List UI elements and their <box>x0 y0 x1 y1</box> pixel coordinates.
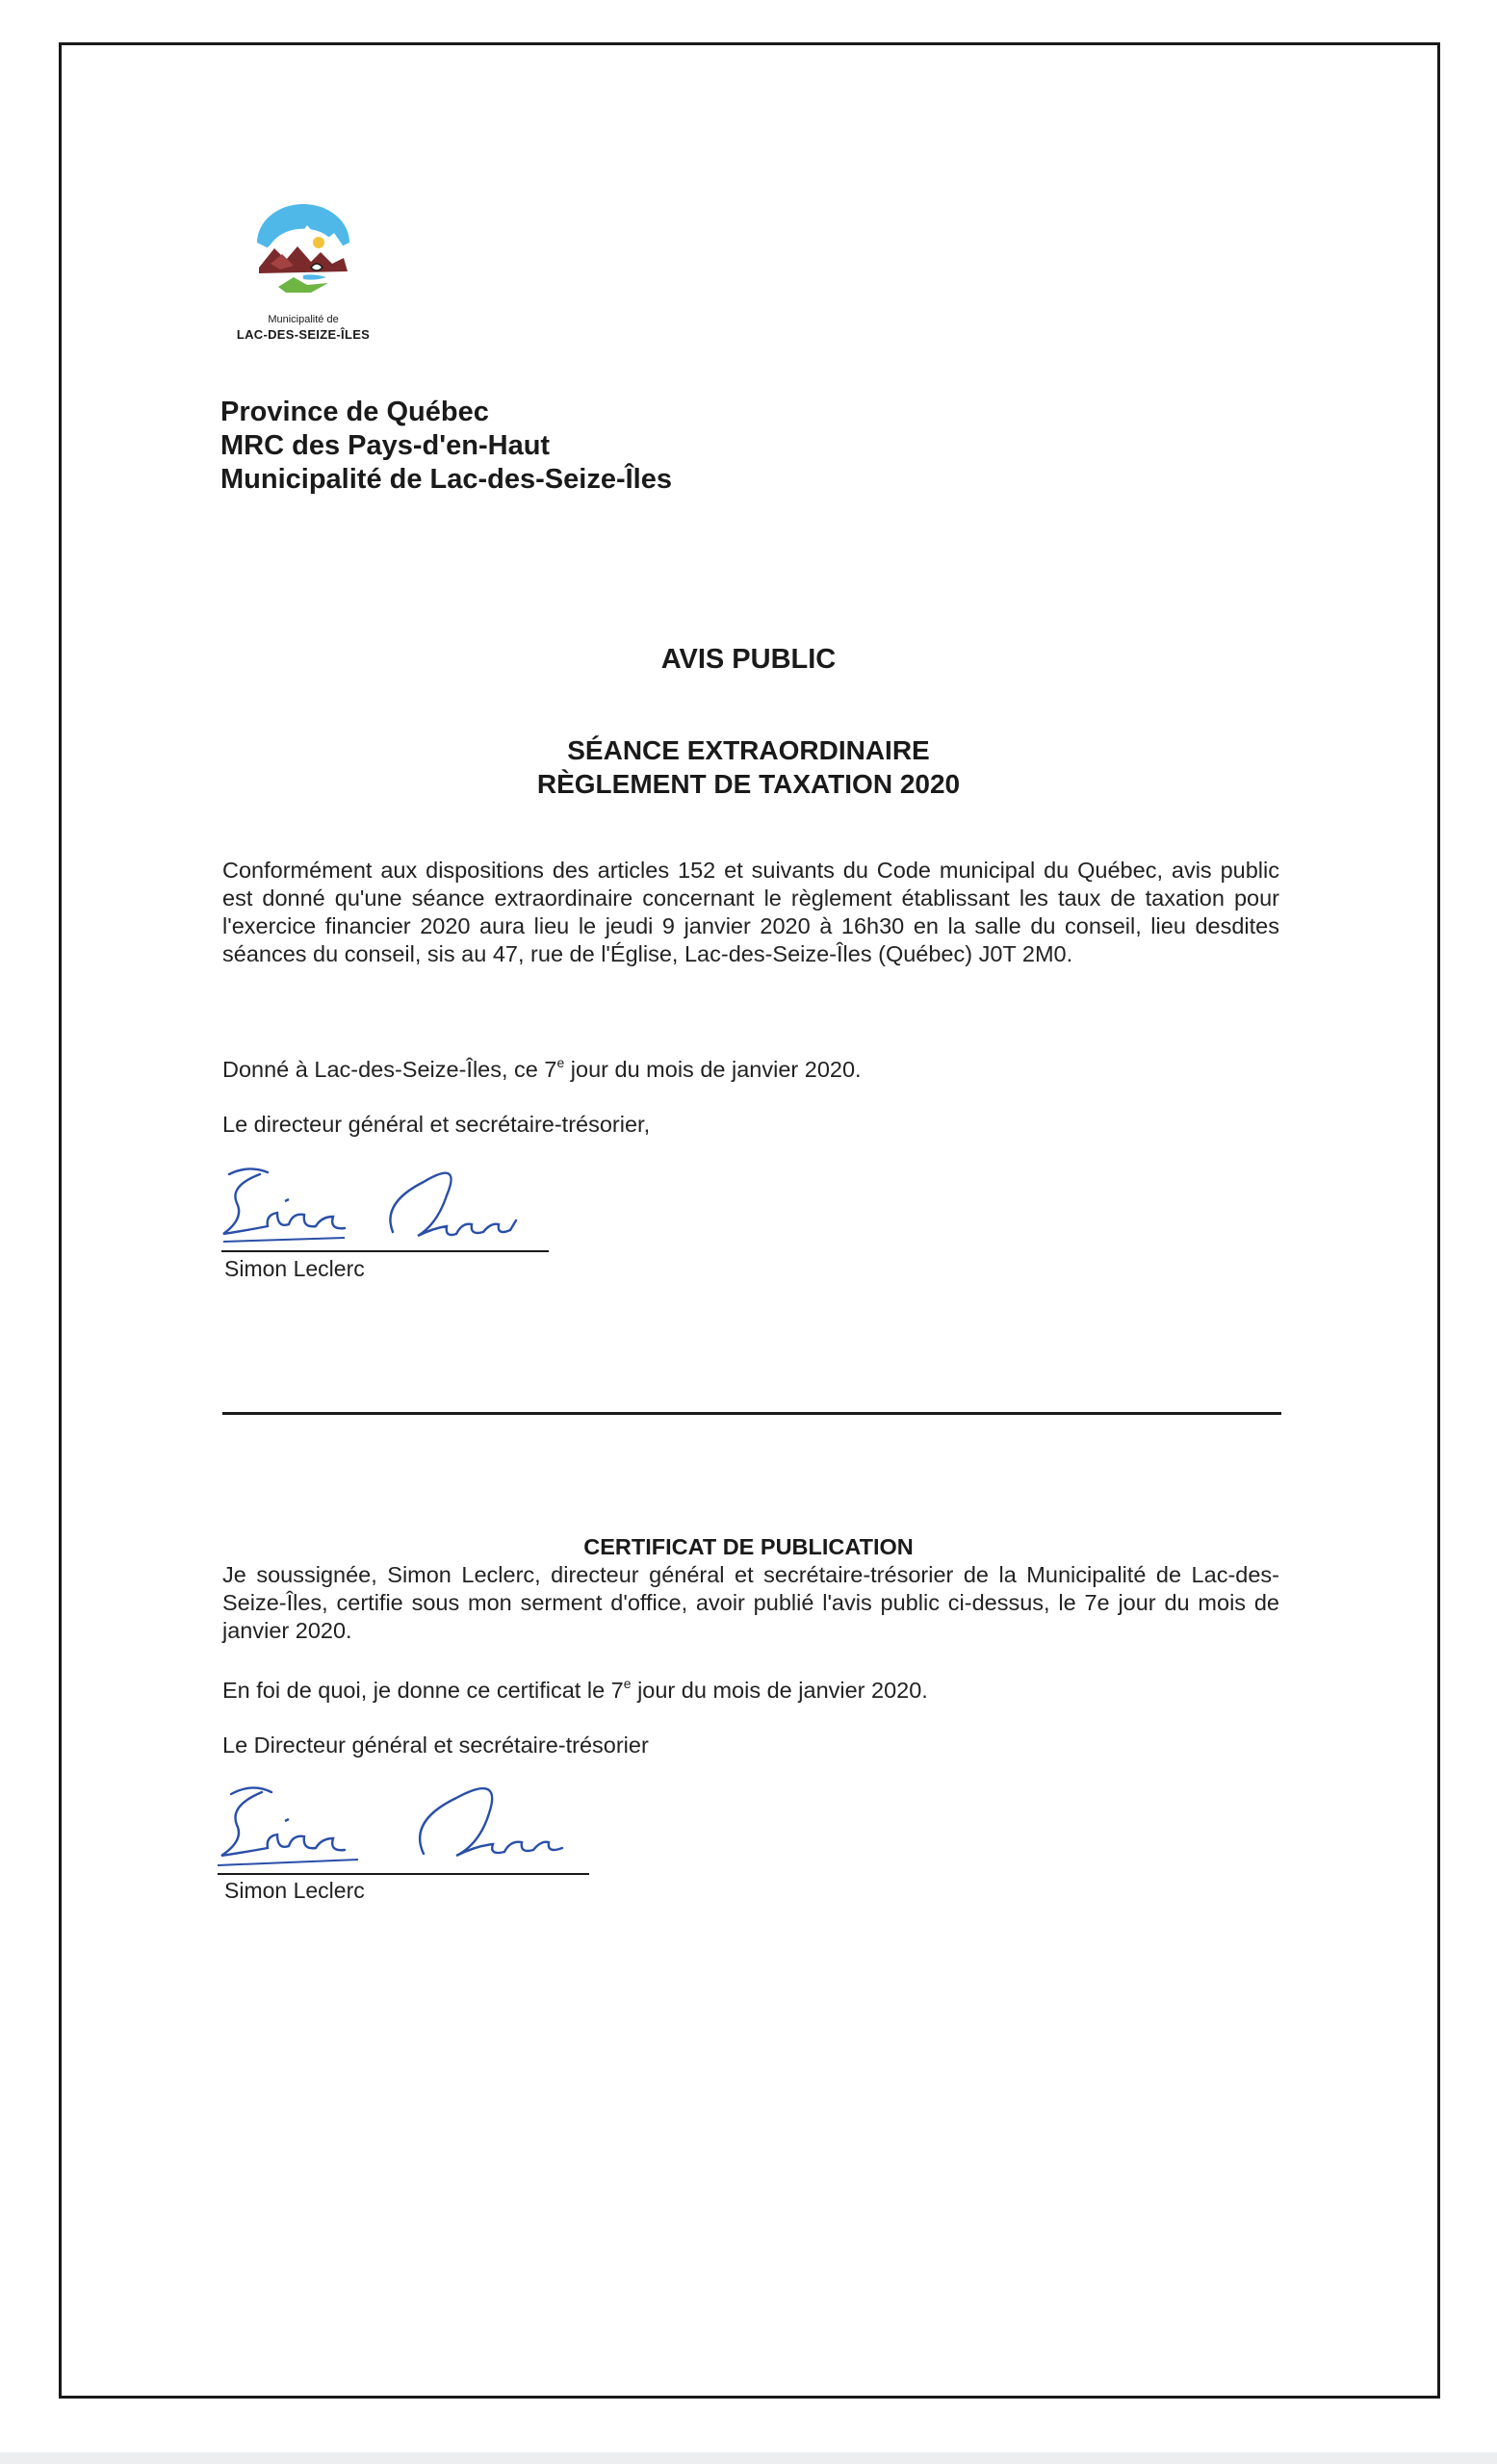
notice-heading: AVIS PUBLIC <box>660 644 837 675</box>
given-prefix: Donné à Lac-des-Seize-Îles, ce 7 <box>222 1057 557 1082</box>
header-municipality: Municipalité de Lac-des-Seize-Îles <box>220 464 672 495</box>
logo-caption-line1: Municipalité de <box>268 314 339 325</box>
signature-line-2 <box>218 1873 589 1875</box>
logo-caption-line2: LAC-DES-SEIZE-ÎLES <box>236 327 371 342</box>
notice-subheading-2: RÈGLEMENT DE TAXATION 2020 <box>536 769 961 799</box>
municipality-logo <box>226 204 380 348</box>
signature-1-icon <box>210 1145 556 1261</box>
notice-subheading-1: SÉANCE EXTRAORDINAIRE <box>567 735 930 765</box>
faith-superscript: e <box>623 1676 632 1692</box>
given-suffix: jour du mois de janvier 2020. <box>564 1057 862 1082</box>
given-superscript: e <box>556 1055 565 1071</box>
certificate-faith-line <box>222 1678 928 1704</box>
faith-prefix: En foi de quoi, je donne ce certificat le 7 <box>222 1678 624 1703</box>
header-mrc: MRC des Pays-d'en-Haut <box>220 430 551 461</box>
signature-line-1 <box>221 1250 549 1252</box>
certificate-signatory-title: Le Directeur général et secrétaire-trésorier <box>222 1732 649 1758</box>
signatory-name-2: Simon Leclerc <box>224 1878 365 1903</box>
certificate-heading: CERTIFICAT DE PUBLICATION <box>583 1534 914 1559</box>
signature-2-icon <box>204 1759 589 1885</box>
logo-emblem-icon <box>251 204 355 310</box>
notice-body: Conformément aux dispositions des articles 152 et suivants du Code municipal du Québec, avis public est donné qu'une séance extraordinaire concernant le règlement établissant les taux de taxation pour l'exercice financier 2020 aura lieu le jeudi 9 janvier 2020 à 16h30 en la salle du conseil, lieu desdites séances du conseil, sis au 47, rue de l'Église, Lac-des-Seize-Îles (Québec) J0T 2M0. <box>222 858 1279 966</box>
notice-signatory-title: Le directeur général et secrétaire-trésorier, <box>222 1112 651 1137</box>
certificate-body: Je soussignée, Simon Leclerc, directeur général et secrétaire-trésorier de la Municipalité de Lac-des-Seize-Îles, certifie sous mon serment d'office, avoir publié l'avis public ci-dessus, le 7e jour du mois de janvier 2020. <box>222 1562 1279 1643</box>
header-province: Province de Québec <box>220 397 489 427</box>
signatory-name-1: Simon Leclerc <box>224 1256 365 1281</box>
faith-suffix: jour du mois de janvier 2020. <box>631 1678 928 1703</box>
section-divider <box>222 1412 1281 1415</box>
scan-margin <box>0 2452 1497 2464</box>
notice-given-line <box>222 1057 862 1083</box>
